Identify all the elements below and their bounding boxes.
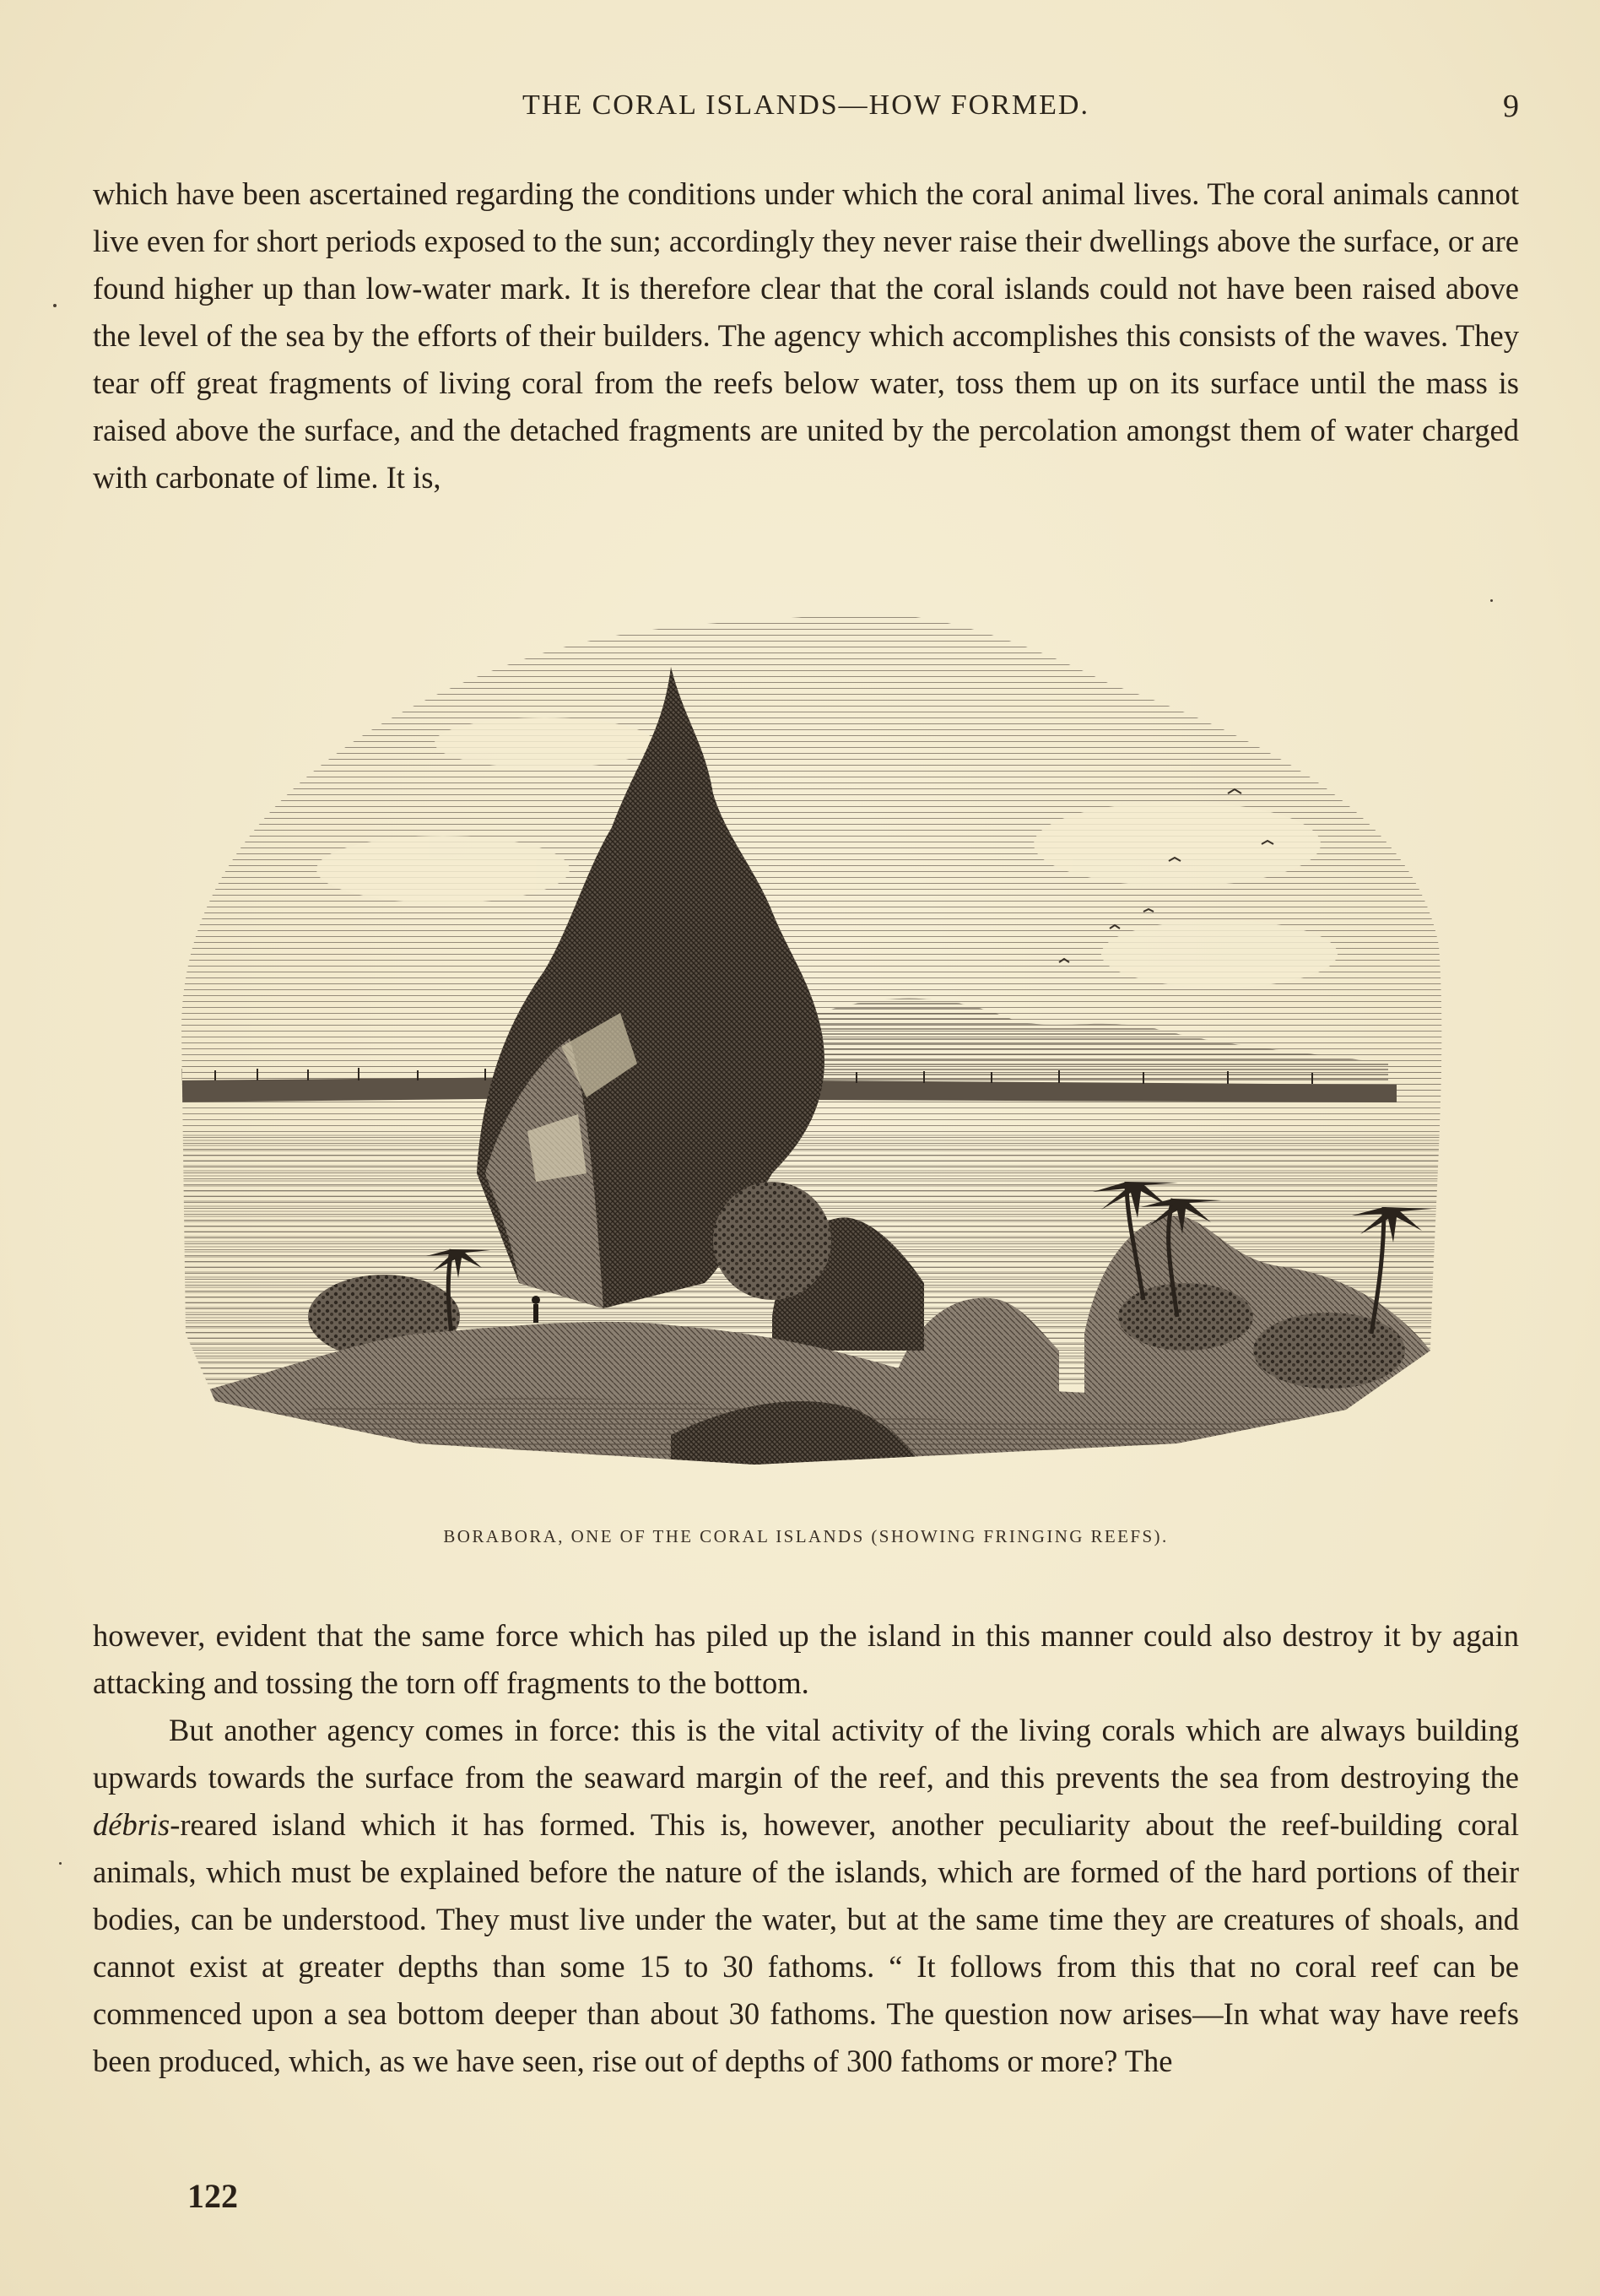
paragraph-1: however, evident that the same force which has piled up the island in this manner could also destroy it by again attacking and tossing the torn off fragments to the bottom. [93,1618,1519,1700]
page-number: 9 [1503,89,1519,124]
signature-mark: 122 [187,2177,238,2215]
top-paragraph [93,171,1519,501]
paragraph-2 [93,1707,1519,2085]
running-head [93,89,1519,130]
ink-speck [1490,599,1493,602]
ink-speck [53,304,57,307]
figure-caption: BORABORA, ONE OF THE CORAL ISLANDS (SHOWING FRINGING REEFS). [443,1526,1169,1546]
running-title: THE CORAL ISLANDS—HOW FORMED. [522,89,1089,121]
paragraph-2-end: -reared island which it has formed. This is, however, another peculiarity about the reef-building coral animals, which must be explained before the nature of the islands, which are formed of the hard portions of their bodies, can be understood. They must live under the water, but at the same time they are creatures of shoals, and cannot exist at greater depths than some 15 to 30 fathoms. “ It follows from this that no coral reef can be commenced upon a sea bottom deeper than about 30 fathoms. The question now arises—In what way have reefs been produced, which, as we have seen, rise out of depths of 300 fathoms or more? The [93,1807,1519,2078]
bottom-text [93,1612,1519,2085]
paragraph-2-start: But another agency comes in force: this is the vital activity of the living corals which are always building upwards towards the surface from the seaward margin of the reef, and this prevents the sea from destroying the [93,1713,1519,1795]
paragraph-text: which have been ascertained regarding the conditions under which the coral animal lives. The coral animals cannot live even for short periods exposed to the sun; accordingly they never raise their dwellings above the surface, or are found higher up than low-water mark. It is therefore clear that the coral islands could not have been raised above the level of the sea by the efforts of their builders. The agency which accomplishes this consists of the waves. They tear off great fragments of living coral from the reefs below water, toss them up on its surface until the mass is raised above the surface, and the detached fragments are united by the percolation amongst them of water charged with carbonate of lime. It is, [93,176,1519,495]
ink-speck [59,1862,62,1865]
borabora-engraving [165,591,1456,1511]
italic-debris: débris [93,1807,170,1842]
